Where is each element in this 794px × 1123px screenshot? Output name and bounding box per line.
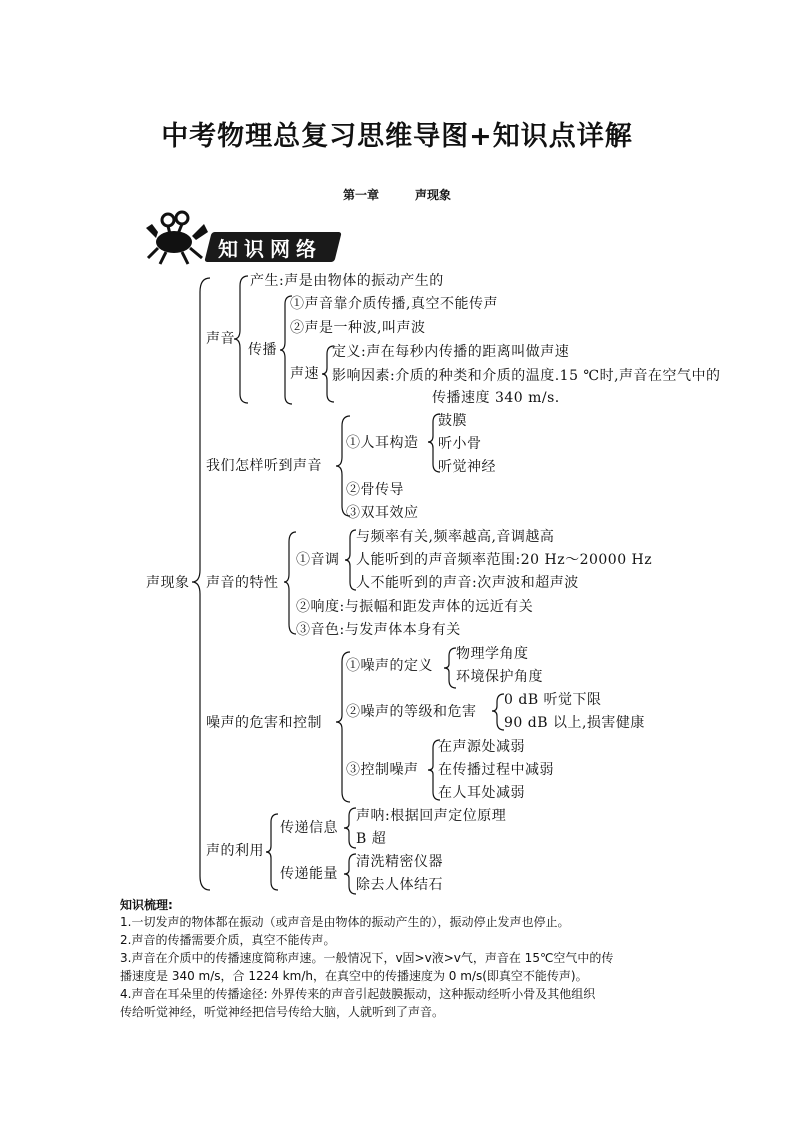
bracket-hearing [336, 416, 350, 516]
node-pitch-item: 人不能听到的声音:次声波和超声波 [356, 575, 579, 591]
node-loudness: ②响度:与振幅和距发声体的远近有关 [296, 599, 534, 615]
notes-line: 播速度是 340 m/s，合 1224 km/h，在真空中的传播速度为 0 m/s(即真空不能传声)。 [120, 969, 588, 983]
bracket-use [266, 814, 278, 890]
node-characteristics: 声音的特性 [206, 575, 279, 591]
bracket-characteristics [284, 532, 296, 634]
notes-line: 传给听觉神经，听觉神经把信号传给大脑，人就听到了声音。 [120, 1005, 445, 1019]
bracket-levels [492, 694, 504, 730]
node-noise-control: ③控制噪声 [346, 762, 419, 778]
node-bone-conduction: ②骨传导 [346, 482, 404, 498]
notes-line: 2.声音的传播需要介质，真空不能传声。 [120, 933, 336, 947]
node-use-energy: 传递能量 [280, 866, 338, 882]
node-propagation-2: ②声是一种波,叫声波 [290, 320, 426, 336]
node-ear-part: 鼓膜 [438, 413, 467, 429]
notes-line: 3.声音在介质中的传播速度简称声速。一般情况下，v固>v液>v气，声音在 15℃空气中的传 [120, 951, 614, 965]
node-use-info-item: B 超 [356, 831, 387, 847]
node-propagation: 传播 [248, 342, 277, 358]
node-hearing: 我们怎样听到声音 [206, 458, 322, 474]
node-noise-definition: ①噪声的定义 [346, 658, 433, 674]
node-timbre: ③音色:与发声体本身有关 [296, 622, 461, 638]
node-propagation-1: ①声音靠介质传播,真空不能传声 [290, 296, 498, 312]
node-noise-control-item: 在声源处减弱 [438, 739, 525, 755]
node-use-energy-item: 清洗精密仪器 [356, 854, 443, 870]
notes-title: 知识梳理: [120, 898, 173, 912]
node-noise-level-item: 0 dB 听觉下限 [504, 692, 602, 708]
bracket-energy [344, 854, 356, 894]
node-sound: 声音 [206, 331, 235, 347]
node-speed-factors-cont: 传播速度 340 m/s. [432, 390, 560, 406]
node-binaural: ③双耳效应 [346, 505, 419, 521]
chapter-name: 声现象 [415, 188, 452, 202]
chapter-number: 第一章 [342, 188, 379, 202]
node-noise-levels: ②噪声的等级和危害 [346, 704, 477, 720]
bracket-info [344, 808, 356, 848]
node-pitch: ①音调 [296, 552, 340, 568]
notes-line: 4.声音在耳朵里的传播途径: 外界传来的声音引起鼓膜振动，这种振动经听小骨及其他组织 [120, 987, 596, 1001]
node-ear: ①人耳构造 [346, 435, 419, 451]
banner-label: 知识网络 [218, 237, 322, 261]
node-pitch-item: 与频率有关,频率越高,音调越高 [356, 529, 555, 545]
node-speed-definition: 定义:声在每秒内传播的距离叫做声速 [332, 344, 570, 360]
node-use-info-item: 声呐:根据回声定位原理 [356, 808, 507, 824]
node-noise-control-item: 在人耳处减弱 [438, 785, 525, 801]
bracket-pitch [345, 530, 356, 590]
node-use-info: 传递信息 [280, 820, 338, 836]
node-root: 声现象 [146, 575, 190, 591]
node-use: 声的利用 [206, 843, 264, 859]
node-noise-definition-item: 物理学角度 [456, 646, 529, 662]
node-noise-level-item: 90 dB 以上,损害健康 [504, 715, 645, 731]
node-ear-part: 听小骨 [438, 436, 482, 452]
node-pitch-item: 人能听到的声音频率范围:20 Hz～20000 Hz [356, 552, 653, 568]
bracket-definition [444, 648, 456, 688]
bracket-sound [234, 276, 248, 403]
node-noise-definition-item: 环境保护角度 [456, 669, 543, 685]
page-title: 中考物理总复习思维导图+知识点详解 [161, 121, 633, 152]
node-speed: 声速 [290, 366, 319, 382]
notes-line: 1.一切发声的物体都在振动（或声音是由物体的振动产生的），振动停止发声也停止。 [120, 915, 570, 929]
node-noise: 噪声的危害和控制 [206, 715, 322, 731]
node-noise-control-item: 在传播过程中减弱 [438, 762, 554, 778]
node-ear-part: 听觉神经 [438, 459, 496, 475]
node-use-energy-item: 除去人体结石 [356, 877, 443, 893]
node-production: 产生:声是由物体的振动产生的 [250, 273, 444, 289]
node-speed-factors: 影响因素:介质的种类和介质的温度.15 ℃时,声音在空气中的 [332, 368, 721, 384]
